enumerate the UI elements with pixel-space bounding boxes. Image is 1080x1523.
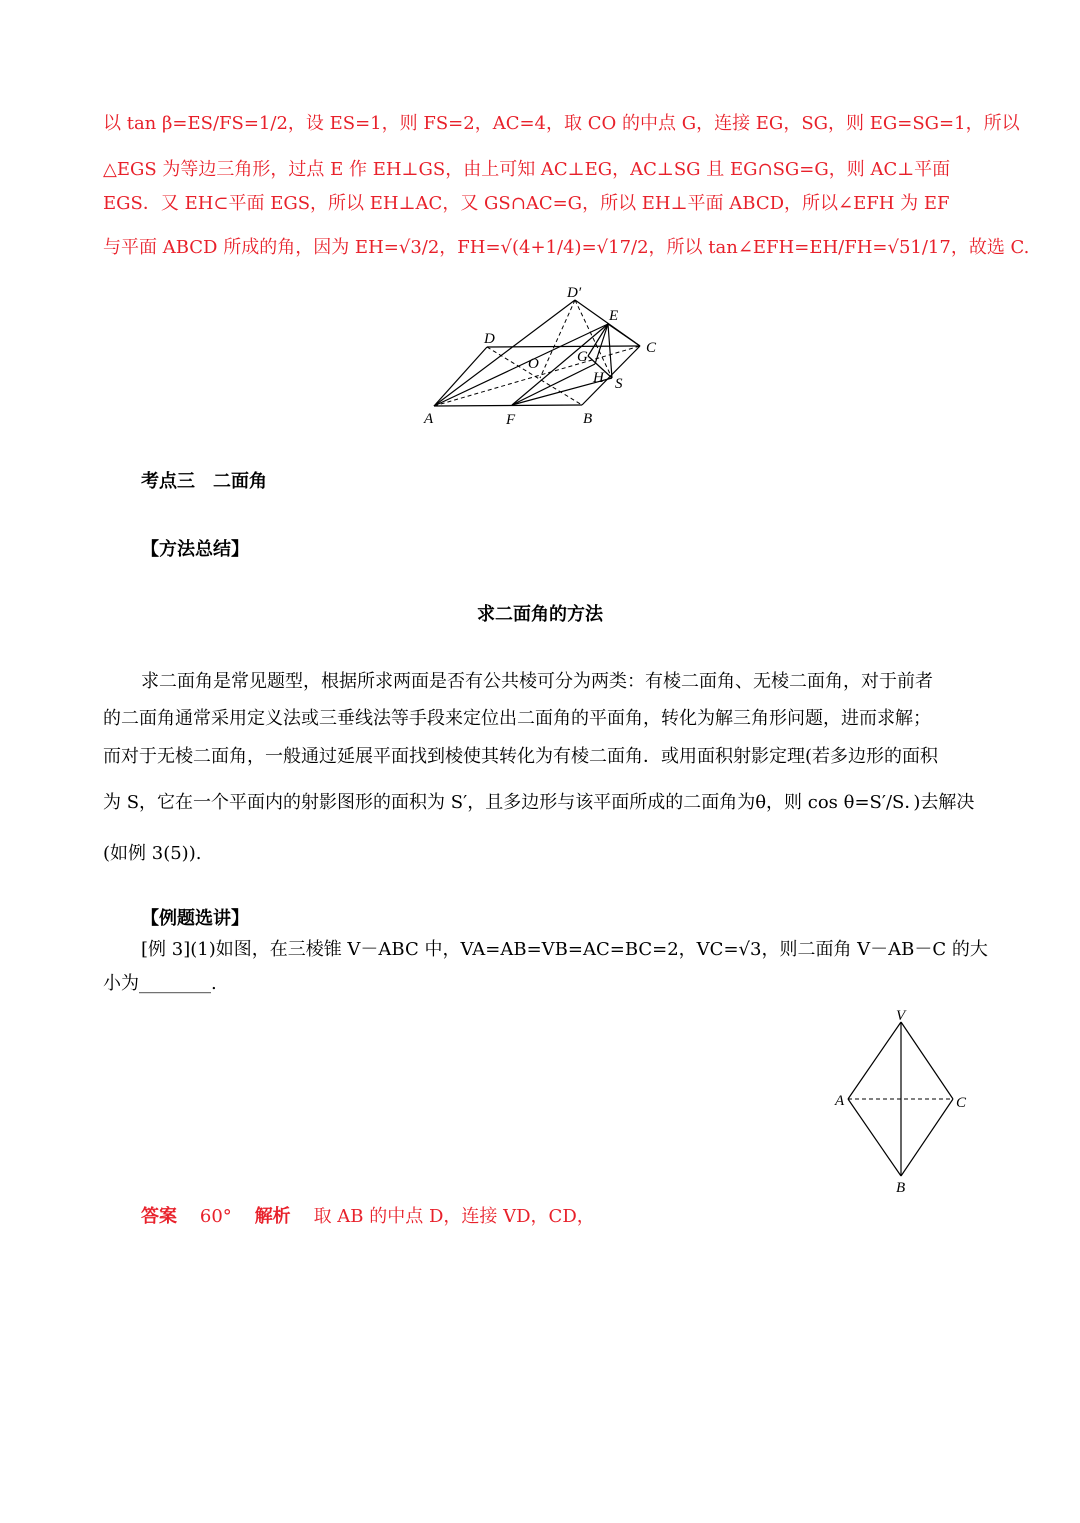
edge-C-B (901, 1099, 953, 1176)
edge-Dp-S (575, 300, 612, 378)
point-label-B: B (896, 1180, 906, 1196)
edge-A-D (434, 347, 487, 406)
example-question-line-2: 小为________. (103, 973, 217, 994)
edge-V-C (901, 1022, 953, 1099)
edge-A-B (434, 405, 582, 406)
point-label-C: C (646, 340, 657, 356)
point-label-G: G (577, 349, 588, 365)
method-summary-tag: 【方法总结】 (141, 539, 249, 560)
edge-V-A (848, 1022, 901, 1099)
analysis-text: 取 AB 的中点 D，连接 VD，CD， (313, 1206, 595, 1227)
point-label-E: E (609, 308, 619, 324)
method-para-line-3: 而对于无棱二面角，一般通过延展平面找到棱使其转化为有棱二面角．或用面积射影定理(若多边形的面积 (103, 746, 939, 767)
point-label-A: A (424, 411, 434, 427)
example-question-line-1: [例 3](1)如图，在三棱锥 V－ABC 中，VA=AB=VB=AC=BC=2，VC=√3，则二面角 V－AB－C 的大 (141, 939, 988, 960)
answer-value: 60° (199, 1206, 232, 1227)
answer-line (141, 1205, 595, 1229)
solution-line-4: 与平面 ABCD 所成的角，因为 EH=√3/2，FH=√(4+1/4)=√17/2，所以 tan∠EFH=EH/FH=√51/17，故选 C. (103, 237, 1030, 258)
point-label-O: O (528, 356, 539, 372)
geometry-figure-1 (400, 280, 690, 430)
method-para-line-4: 为 S，它在一个平面内的射影图形的面积为 S′，且多边形与该平面所成的二面角为θ，则 cos θ=S′/S．)去解决 (103, 792, 975, 813)
edge-A-Dp (434, 300, 575, 406)
method-para-line-1: 求二面角是常见题型，根据所求两面是否有公共棱可分为两类：有棱二面角、无棱二面角，对于前者 (141, 671, 933, 692)
section-heading: 考点三 二面角 (141, 471, 267, 492)
edge-E-C (608, 324, 640, 346)
edge-A-E (434, 324, 608, 406)
method-para-line-5: (如例 3(5)). (103, 843, 202, 864)
method-title: 求二面角的方法 (477, 604, 603, 625)
point-label-V: V (896, 1008, 906, 1024)
point-label-Dprime: D′ (567, 285, 582, 301)
point-label-F: F (506, 412, 516, 428)
geometry-figure-2 (830, 1005, 970, 1195)
edge-D-C (487, 346, 640, 347)
solution-line-3: EGS．又 EH⊂平面 EGS，所以 EH⊥AC，又 GS∩AC=G，所以 EH⊥平面 ABCD，所以∠EFH 为 EF (103, 193, 950, 214)
solution-line-1: 以 tan β=ES/FS=1/2，设 ES=1，则 FS=2，AC=4，取 CO 的中点 G，连接 EG，SG，则 EG=SG=1，所以 (103, 113, 1020, 134)
example-tag: 【例题选讲】 (141, 908, 249, 929)
solution-line-2: △EGS 为等边三角形，过点 E 作 EH⊥GS，由上可知 AC⊥EG，AC⊥SG 且 EG∩SG=G，则 AC⊥平面 (103, 159, 951, 180)
edge-A-B (848, 1099, 901, 1176)
point-label-A: A (835, 1093, 845, 1109)
answer-label: 答案 (141, 1206, 177, 1227)
point-label-D: D (484, 331, 495, 347)
analysis-label: 解析 (254, 1206, 291, 1227)
point-label-S: S (615, 376, 623, 392)
point-label-B: B (583, 411, 593, 427)
point-label-H: H (593, 370, 604, 386)
point-label-C: C (956, 1095, 967, 1111)
method-para-line-2: 的二面角通常采用定义法或三垂线法等手段来定位出二面角的平面角，转化为解三角形问题，进而求解； (103, 708, 931, 729)
